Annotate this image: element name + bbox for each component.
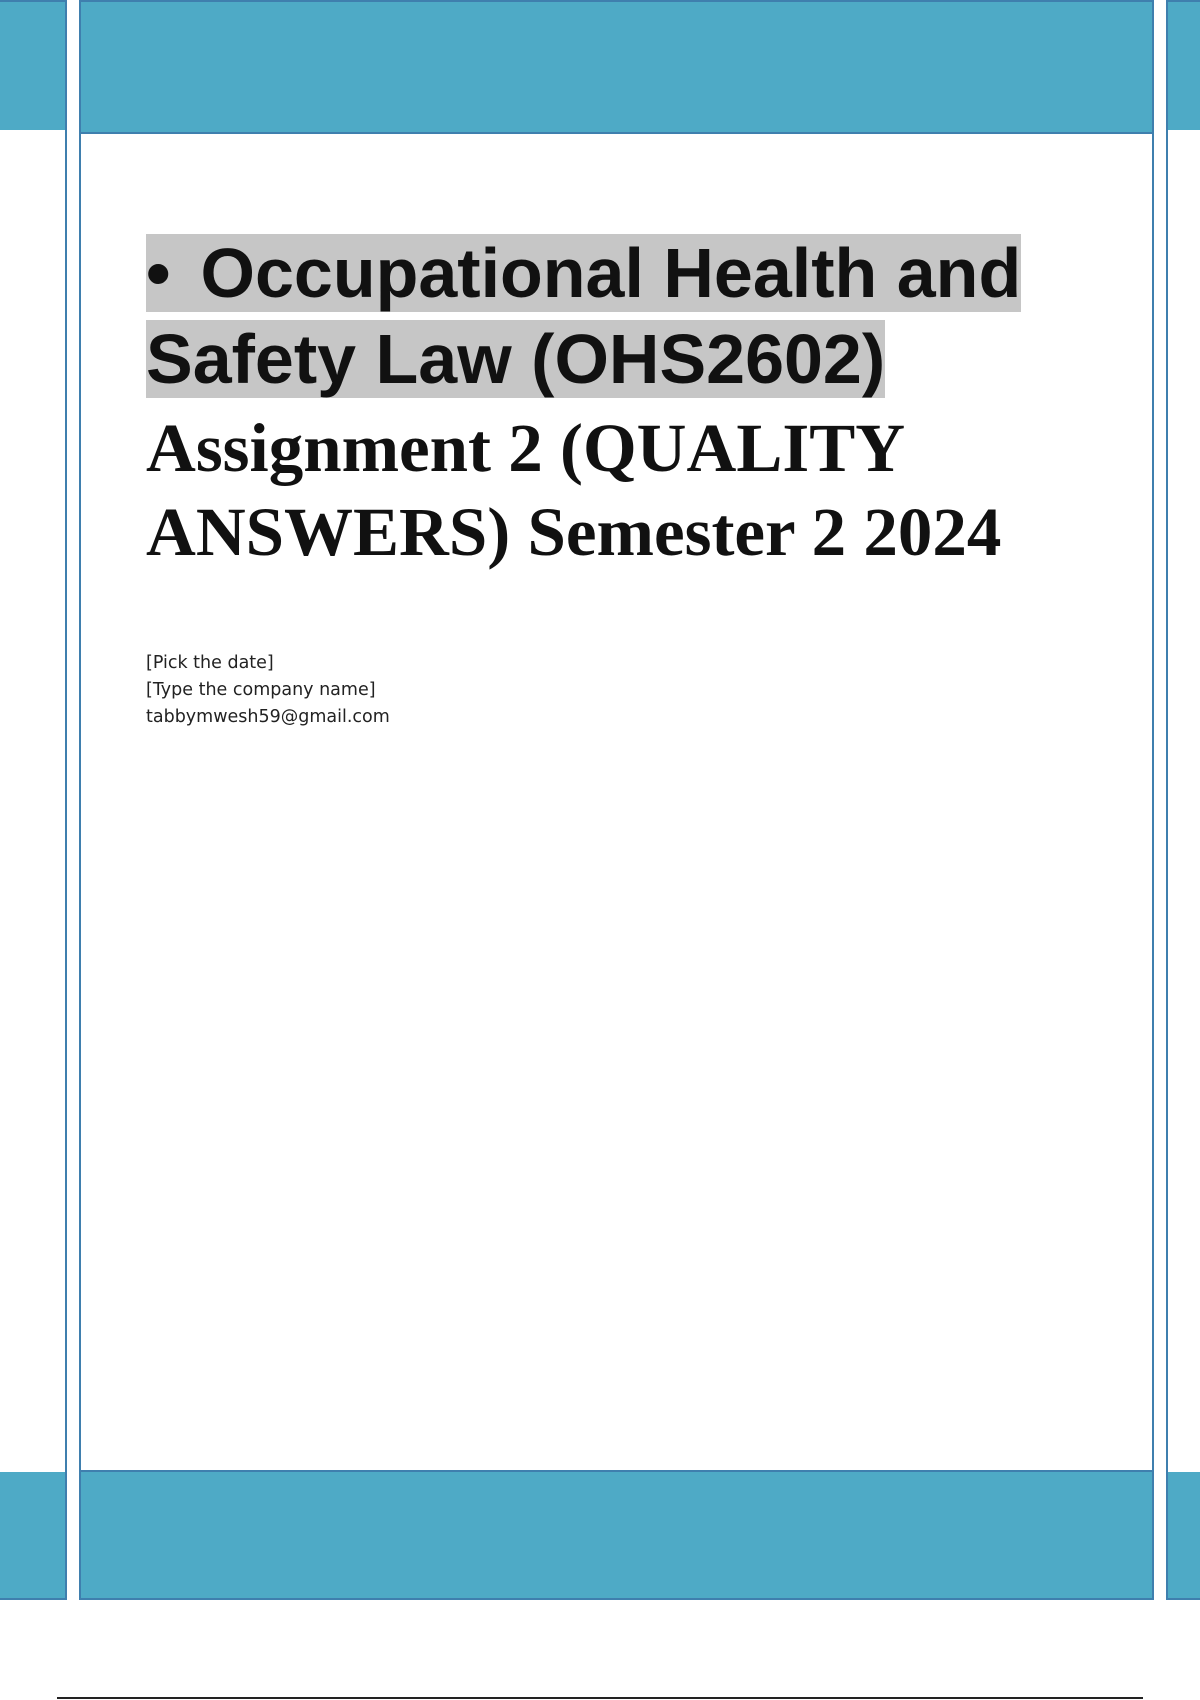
cover-meta [146, 650, 390, 731]
cover-top-band [81, 2, 1152, 134]
bullet-icon: • [146, 234, 171, 312]
assignment-title[interactable]: Assignment 2 (QUALITY ANSWERS) Semester 2 2024 [146, 410, 1002, 570]
previous-page-top-band [0, 2, 65, 130]
course-title-text: Occupational Health and Safety Law (OHS2602) [146, 234, 1022, 398]
author-email[interactable]: tabbymwesh59@gmail.com [146, 707, 390, 727]
next-page-edge [1166, 0, 1200, 1600]
next-page-top-band [1168, 2, 1200, 130]
company-name-placeholder[interactable]: [Type the company name] [146, 680, 376, 700]
previous-page-bottom-band [0, 1472, 65, 1598]
footer-divider [57, 1697, 1143, 1699]
next-page-bottom-band [1168, 1472, 1200, 1598]
date-placeholder[interactable]: [Pick the date] [146, 653, 274, 673]
cover-bottom-band [81, 1470, 1152, 1598]
course-title[interactable] [146, 234, 1021, 398]
previous-page-edge [0, 0, 67, 1600]
title-block [146, 230, 1086, 574]
